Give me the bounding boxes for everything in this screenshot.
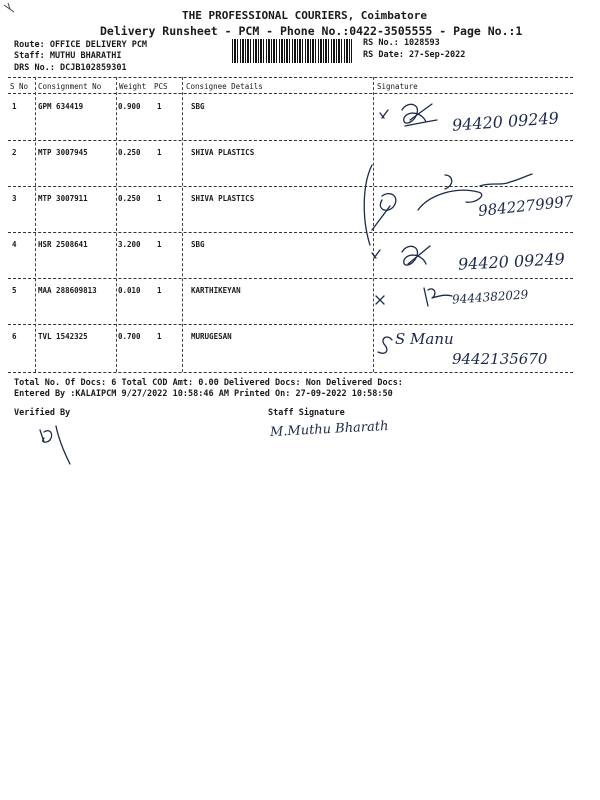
verified-by-label: Verified By xyxy=(14,408,71,418)
row-sno: 4 xyxy=(12,240,17,249)
row-consignee: SBG xyxy=(191,102,205,111)
entered-by-line: Entered By :KALAIPCM 9/27/2022 10:58:46 AM Printed On: 27-09-2022 10:58:50 xyxy=(14,389,393,399)
col-header-signature: Signature xyxy=(377,82,418,91)
drs-number: DRS No.: DCJB102859301 xyxy=(14,63,127,73)
col-header-weight: Weight xyxy=(119,82,147,91)
row-consignee: SBG xyxy=(191,240,205,249)
row-sno: 1 xyxy=(12,102,17,111)
route-label: Route: OFFICE DELIVERY PCM xyxy=(14,40,148,50)
staff-signature-label: Staff Signature xyxy=(268,408,345,418)
row-consignee: SHIVA PLASTICS xyxy=(191,194,255,203)
row-weight: 0.250 xyxy=(118,194,141,203)
row-weight: 0.900 xyxy=(118,102,141,111)
rs-date: RS Date: 27-Sep-2022 xyxy=(363,50,466,60)
col-header-consignee: Consignee Details xyxy=(186,82,263,91)
row-pcs: 1 xyxy=(157,102,162,111)
handwritten-phone-row5: 9444382029 xyxy=(451,287,529,307)
row-sno: 2 xyxy=(12,148,17,157)
handwritten-phone-row4: 94420 09249 xyxy=(457,249,566,274)
row-consignment: GPM 634419 xyxy=(38,102,84,111)
total-docs-line: Total No. Of Docs: 6 Total COD Amt: 0.00 Delivered Docs: Non Delivered Docs: xyxy=(14,378,403,388)
row-consignment: MTP 3007911 xyxy=(38,194,88,203)
col-header-pcs: PCS xyxy=(154,82,168,91)
staff-label: Staff: MUTHU BHARATHI xyxy=(14,51,122,61)
row-pcs: 1 xyxy=(157,286,162,295)
company-title: THE PROFESSIONAL COURIERS, Coimbatore xyxy=(182,9,428,22)
col-header-consignment: Consignment No xyxy=(38,82,102,91)
handwritten-phone-row3: 9842279997 xyxy=(477,192,575,220)
runsheet-subtitle: Delivery Runsheet - PCM - Phone No.:0422-3505555 - Page No.:1 xyxy=(100,24,523,38)
row-pcs: 1 xyxy=(157,240,162,249)
row-weight: 0.010 xyxy=(118,286,141,295)
row-consignee: KARTHIKEYAN xyxy=(191,286,241,295)
row-consignee: SHIVA PLASTICS xyxy=(191,148,255,157)
rs-number: RS No.: 1028593 xyxy=(363,38,440,48)
row-consignment: TVL 1542325 xyxy=(38,332,88,341)
row-sno: 3 xyxy=(12,194,17,203)
col-header-sno: S No xyxy=(10,82,29,91)
row-weight: 0.700 xyxy=(118,332,141,341)
row-sno: 5 xyxy=(12,286,17,295)
row-sno: 6 xyxy=(12,332,17,341)
row-consignment: MAA 288609813 xyxy=(38,286,97,295)
row-pcs: 1 xyxy=(157,148,162,157)
row-weight: 3.200 xyxy=(118,240,141,249)
handwritten-phone-row1: 94420 09249 xyxy=(451,108,560,135)
handwritten-name-row6: S Manu xyxy=(395,330,454,348)
handwritten-phone-row6: 9442135670 xyxy=(452,350,548,368)
staff-signature: M.Muthu Bharath xyxy=(269,418,389,441)
row-pcs: 1 xyxy=(157,332,162,341)
row-consignment: MTP 3007945 xyxy=(38,148,88,157)
row-consignee: MURUGESAN xyxy=(191,332,232,341)
row-weight: 0.250 xyxy=(118,148,141,157)
row-pcs: 1 xyxy=(157,194,162,203)
row-consignment: HSR 2508641 xyxy=(38,240,88,249)
